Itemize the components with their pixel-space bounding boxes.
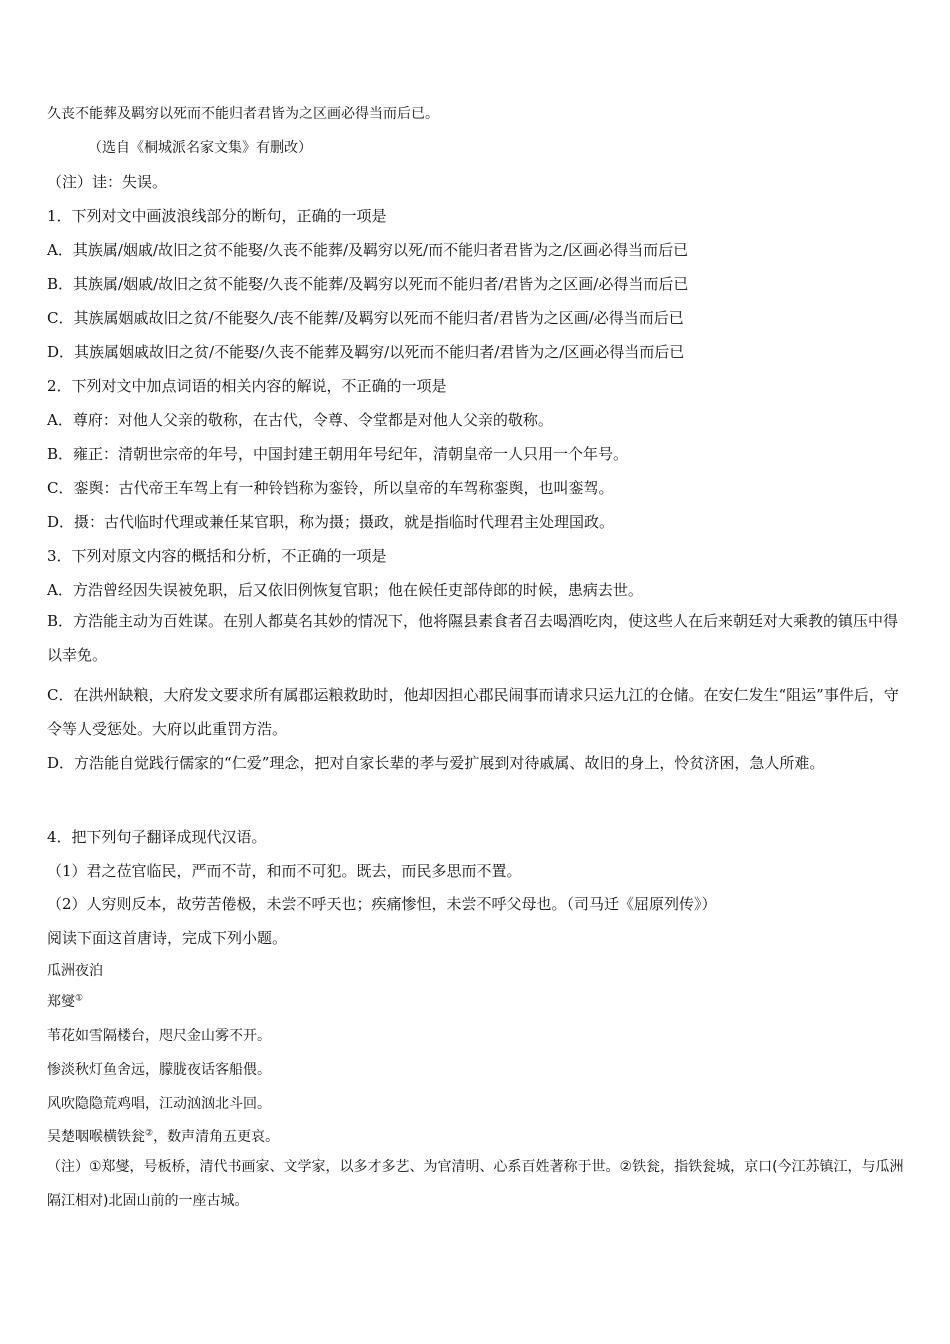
- question-1-option-d: D．其族属姻戚故旧之贫/不能娶/久丧不能葬及羁穷/以死而不能归者/君皆为之/区画必得当而后已: [47, 343, 685, 361]
- question-1-option-c: C．其族属姻戚故旧之贫/不能娶久/丧不能葬/及羁穷以死而不能归者/君皆为之区画/必得当而后已: [47, 309, 684, 327]
- poem-line-4-footnote-mark: ②: [145, 1128, 154, 1139]
- question-3-option-d: D．方浩能自觉践行儒家的“仁爱”理念，把对自家长辈的孝与爱扩展到对待戚属、故旧的身上，怜贫济困，急人所难。: [47, 754, 825, 772]
- question-4-item-1: （1）君之莅官临民，严而不苛，和而不可犯。既去，而民多思而不置。: [47, 862, 522, 880]
- question-4-item-2: （2）人穷则反本，故劳苦倦极，未尝不呼天也；疾痛惨怛，未尝不呼父母也。（司马迁《屈原列传》）: [47, 895, 717, 913]
- passage-tail: 久丧不能葬及羁穷以死而不能归者君皆为之区画必得当而后已。: [47, 106, 439, 122]
- poem-line-3: 风吹隐隐荒鸡唱，江动汹汹北斗回。: [47, 1096, 271, 1112]
- question-1-option-a: A．其族属/姻戚/故旧之贫不能娶/久丧不能葬/及羁穷以死/而不能归者君皆为之/区画必得当而后已: [47, 241, 689, 259]
- question-2-option-d: D．摄：古代临时代理或兼任某官职，称为摄；摄政，就是指临时代理君主处理国政。: [47, 513, 615, 531]
- question-2-option-b: B．雍正：清朝世宗帝的年号，中国封建王朝用年号纪年，清朝皇帝一人只用一个年号。: [47, 445, 629, 463]
- question-1-option-b: B．其族属/姻戚/故旧之贫不能娶/久丧不能葬/及羁穷以死而不能归者/君皆为之区画/必得当而后已: [47, 275, 689, 293]
- question-3-option-a: A．方浩曾经因失误被免职，后又依旧例恢复官职；他在候任吏部侍郎的时候，患病去世。: [47, 581, 643, 599]
- question-3-stem: 3．下列对原文内容的概括和分析，不正确的一项是: [47, 547, 387, 565]
- passage-note: （注）诖：失误。: [47, 173, 168, 191]
- question-2-option-a: A．尊府：对他人父亲的敬称，在古代，令尊、令堂都是对他人父亲的敬称。: [47, 411, 553, 429]
- question-3-option-c: C．在洪州缺粮，大府发文要求所有属郡运粮救助时，他却因担心郡民闹事而请求只运九江的仓储。在安仁发生“阻运”事件后，守令等人受惩处。大府以此重罚方浩。: [47, 686, 899, 738]
- question-1-stem: 1．下列对文中画波浪线部分的断句，正确的一项是: [47, 207, 387, 225]
- poem-line-4-part-1: 吴楚咽喉横铁瓮: [47, 1129, 145, 1145]
- poem-note: （注）①郑燮，号板桥，清代书画家、文学家，以多才多艺、为官清明、心系百姓著称于世。②铁瓮，指铁瓮城，京口(今江苏镇江，与瓜洲隔江相对)北固山前的一座古城。: [47, 1159, 904, 1209]
- poem-line-4-part-2: ，数声清角五更哀。: [153, 1129, 280, 1145]
- poem-author-name: 郑燮: [47, 994, 75, 1010]
- poem-author-footnote-mark: ①: [75, 993, 84, 1004]
- poem-author: [47, 991, 912, 1011]
- poem-line-1: 苇花如雪隔楼台，咫尺金山雾不开。: [47, 1028, 271, 1044]
- poem-title: 瓜洲夜泊: [47, 963, 103, 979]
- poem-instruction: 阅读下面这首唐诗，完成下列小题。: [47, 929, 288, 947]
- question-4-stem: 4．把下列句子翻译成现代汉语。: [47, 828, 267, 846]
- question-3-option-b: B．方浩能主动为百姓谋。在别人都莫名其妙的情况下，他将隰县素食者召去喝酒吃肉，使这些人在后来朝廷对大乘教的镇压中得以幸免。: [47, 612, 899, 664]
- poem-line-2: 惨淡秋灯鱼舍远，朦胧夜话客船偎。: [47, 1062, 271, 1078]
- question-2-option-c: C．銮舆：古代帝王车驾上有一种铃铛称为銮铃，所以皇帝的车驾称銮舆，也叫銮驾。: [47, 479, 614, 497]
- question-2-stem: 2．下列对文中加点词语的相关内容的解说，不正确的一项是: [47, 377, 447, 395]
- passage-source: （选自《桐城派名家文集》有删改）: [88, 140, 312, 156]
- poem-line-4: [47, 1126, 912, 1146]
